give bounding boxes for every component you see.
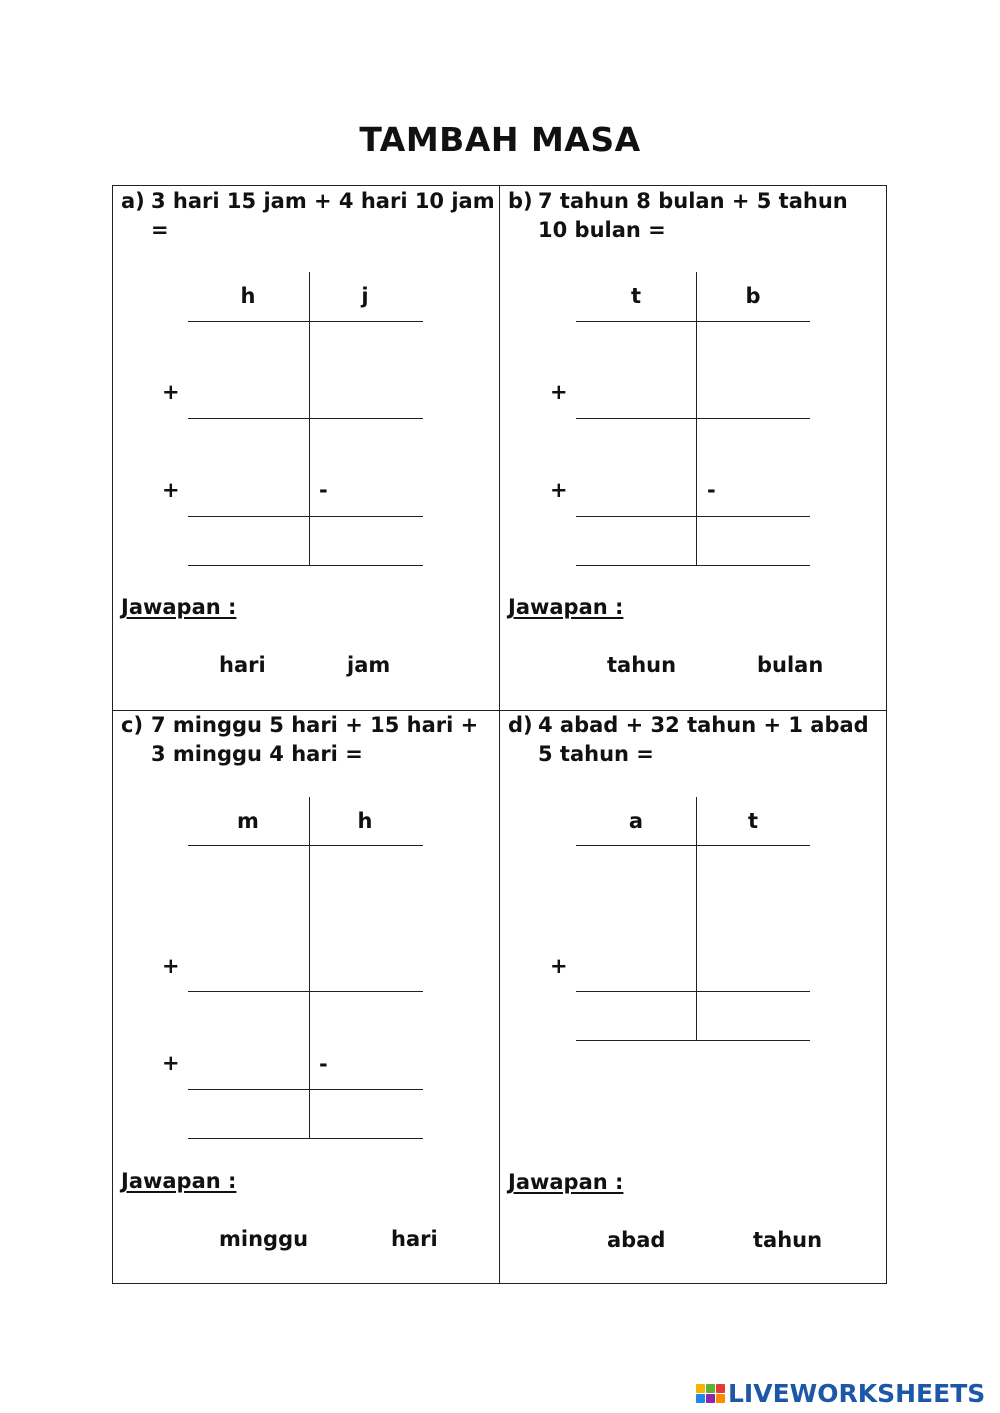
table-sum-line	[576, 991, 810, 992]
answer-unit-1: abad	[607, 1228, 666, 1252]
liveworksheets-brand-text: LIVEWORKSHEETS	[728, 1378, 986, 1408]
question-label: d)	[508, 713, 533, 737]
column-header-tahun: t	[747, 809, 759, 833]
answer-label: Jawapan :	[508, 595, 624, 619]
column-header-hari: h	[357, 809, 373, 833]
worksheet-title: TAMBAH MASA	[359, 120, 641, 159]
table-column-divider	[696, 797, 697, 1040]
plus-sign: +	[162, 478, 180, 502]
answer-label: Jawapan :	[121, 1169, 237, 1193]
grid-vertical-divider	[499, 185, 500, 1284]
answer-unit-2: bulan	[757, 653, 824, 677]
question-label: a)	[121, 189, 145, 213]
minus-sign: -	[319, 478, 328, 502]
logo-square	[706, 1394, 715, 1403]
plus-sign: +	[550, 380, 568, 404]
table-sum-line	[188, 991, 423, 992]
answer-label: Jawapan :	[508, 1170, 624, 1194]
question-label: c)	[121, 713, 144, 737]
table-header-line	[188, 321, 423, 322]
plus-sign: +	[550, 478, 568, 502]
plus-sign: +	[162, 380, 180, 404]
liveworksheets-logo[interactable]	[696, 1376, 985, 1410]
table-sum-line	[188, 516, 423, 517]
minus-sign: -	[707, 478, 716, 502]
logo-square	[706, 1384, 715, 1393]
answer-label: Jawapan :	[121, 595, 237, 619]
logo-square	[716, 1384, 725, 1393]
answer-unit-1: minggu	[219, 1227, 309, 1251]
table-column-divider	[309, 797, 310, 1138]
question-label: b)	[508, 189, 533, 213]
question-text: 4 abad + 32 tahun + 1 abad 5 tahun =	[538, 713, 869, 766]
table-bottom-line	[576, 1040, 810, 1041]
plus-sign: +	[162, 1051, 180, 1075]
column-header-tahun: t	[630, 284, 642, 308]
table-sum-line	[188, 418, 423, 419]
answer-unit-2: jam	[347, 653, 391, 677]
logo-square	[696, 1394, 705, 1403]
table-header-line	[576, 321, 810, 322]
table-bottom-line	[576, 565, 810, 566]
table-sum-line	[576, 418, 810, 419]
column-header-minggu: m	[237, 809, 259, 833]
table-sum-line	[576, 516, 810, 517]
answer-unit-1: hari	[219, 653, 266, 677]
answer-unit-1: tahun	[607, 653, 677, 677]
question-text: 7 tahun 8 bulan + 5 tahun 10 bulan =	[538, 189, 848, 242]
logo-square	[696, 1384, 705, 1393]
liveworksheets-logo-icon	[696, 1384, 725, 1403]
column-header-bulan: b	[745, 284, 761, 308]
logo-square	[716, 1394, 725, 1403]
table-header-line	[576, 845, 810, 846]
column-header-hari: h	[240, 284, 256, 308]
column-header-jam: j	[361, 284, 369, 308]
table-bottom-line	[188, 1138, 423, 1139]
answer-unit-2: tahun	[753, 1228, 823, 1252]
table-header-line	[188, 845, 423, 846]
answer-unit-2: hari	[391, 1227, 438, 1251]
minus-sign: -	[319, 1052, 328, 1076]
question-text: 3 hari 15 jam + 4 hari 10 jam =	[151, 189, 495, 242]
table-bottom-line	[188, 565, 423, 566]
column-header-abad: a	[628, 809, 644, 833]
question-text: 7 minggu 5 hari + 15 hari + 3 minggu 4 hari =	[151, 713, 479, 766]
plus-sign: +	[550, 954, 568, 978]
table-sum-line	[188, 1089, 423, 1090]
plus-sign: +	[162, 954, 180, 978]
